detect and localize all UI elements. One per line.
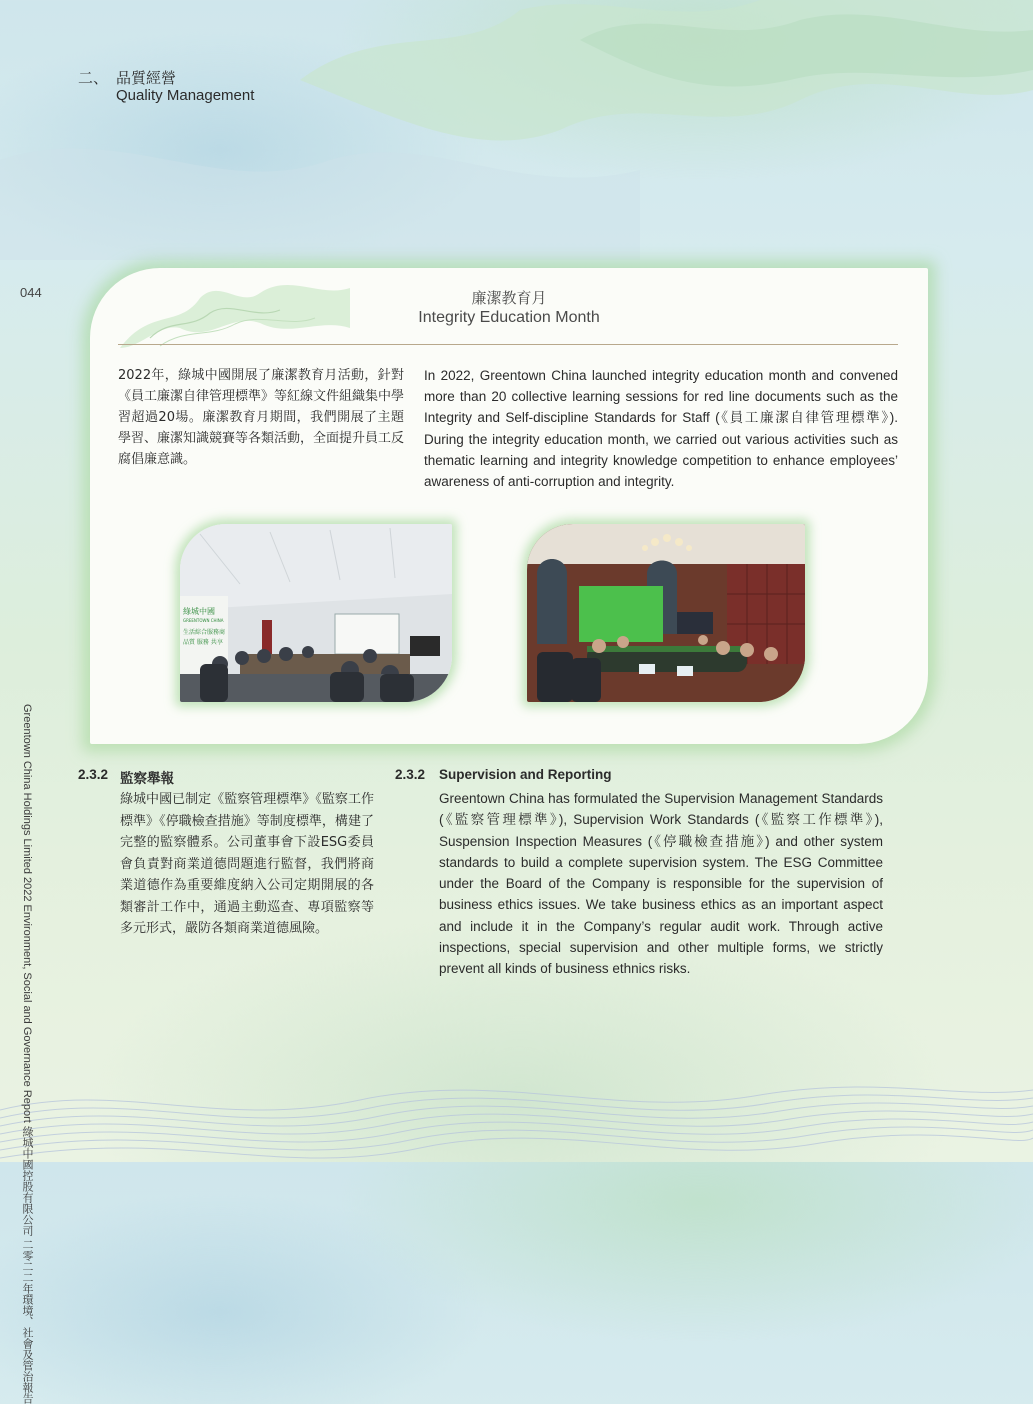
photo-meeting-room-2 <box>527 524 805 702</box>
section-title-supervision-en: Supervision and Reporting <box>439 767 612 782</box>
sign-line-1: 綠城中國 <box>183 607 215 616</box>
section-number: 二、 <box>78 69 109 87</box>
sign-line-2: GREENTOWN CHINA <box>183 618 224 623</box>
page-number: 044 <box>20 285 42 300</box>
card-title-zh: 廉潔教育月 <box>471 289 547 307</box>
section-title-en: Quality Management <box>116 87 255 104</box>
integrity-education-card <box>90 268 928 744</box>
photo-meeting-room-1 <box>180 524 452 702</box>
card-title-en: Integrity Education Month <box>418 309 600 326</box>
sign-line-3: 生活綜合服務商 <box>183 629 226 636</box>
supervision-body-en: Greentown China has formulated the Supervision Management Standards (《監察管理標準》), Supervision Work Standards (《監察工作標準》), Suspension Inspection Measures (《停職檢查措施》) and other system standards to build a complete supervision system. The ESG Committee under the Board of the Company is responsible for the supervision of business ethics issues. We take business ethics as an important aspect and include it in the Company’s regular audit work. Through active inspections, special supervision and other multiple forms, we strictly prevent all kinds of business ethnics risks. <box>439 791 883 977</box>
sign-line-4: 品質 服務 共享 <box>183 639 223 646</box>
card-body-en: In 2022, Greentown China launched integrity education month and convened more than 20 collective learning sessions for red line documents such as the Integrity and Self-discipline Standards for Staff (《員工廉潔自律管理標準》). During the integrity education month, we carried out various activities such as thematic learning and integrity knowledge competition to enhance employees’ awareness of anti-corruption and integrity. <box>424 368 898 490</box>
section-title-supervision-zh: 監察舉報 <box>120 771 174 787</box>
background-top-mist <box>0 0 1033 260</box>
section-title-zh: 品質經營 <box>116 69 177 87</box>
card-body-zh: 2022年，綠城中國開展了廉潔教育月活動，針對《員工廉潔自律管理標準》等紅線文件組織集中學習超過20場。廉潔教育月期間，我們開展了主題學習、廉潔知識競賽等各類活動，全面提升員工反腐倡廉意識。 <box>118 368 405 467</box>
report-sidebar-title: Greentown China Holdings Limited 2022 Environment, Social and Governance Report 綠城中國控股有限公司 二零二二年環境、社會及管治報告 <box>21 704 33 1404</box>
section-number-en: 2.3.2 <box>395 767 426 782</box>
section-number-zh: 2.3.2 <box>78 767 109 782</box>
supervision-body-zh: 綠城中國已制定《監察管理標準》《監察工作標準》《停職檢查措施》等制度標準，構建了完整的監察體系。公司董事會下設ESG委員會負責對商業道德問題進行監督，我們將商業道德作為重要維度納入公司定期開展的各類審計工作中，通過主動巡查、專項監察等多元形式，嚴防各類商業道德風險。 <box>120 792 374 936</box>
background-bottom-waves <box>0 1000 1033 1162</box>
card-divider <box>118 344 898 345</box>
